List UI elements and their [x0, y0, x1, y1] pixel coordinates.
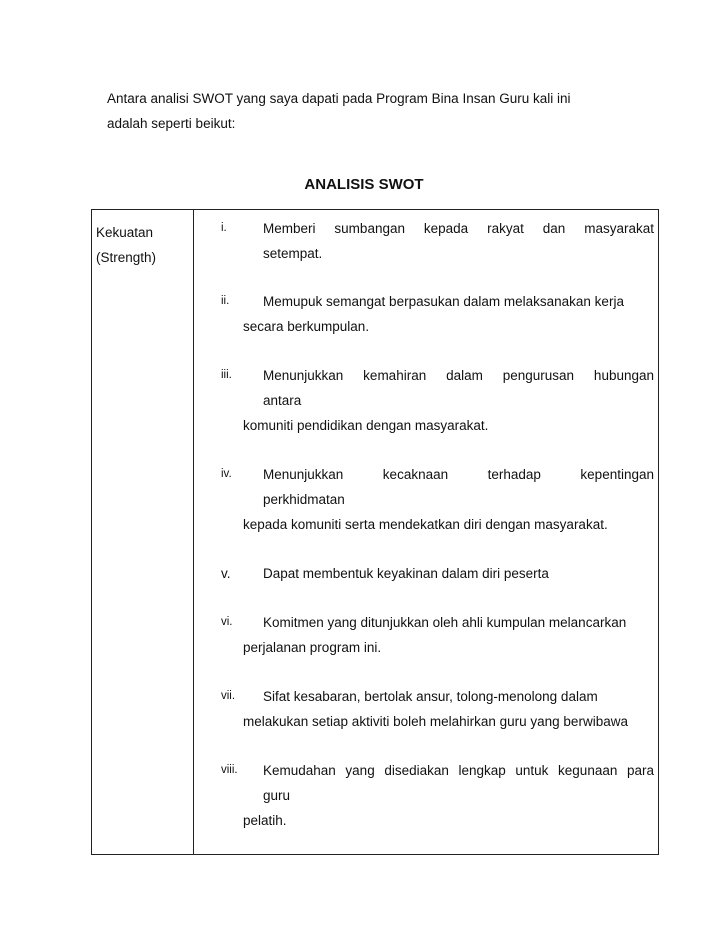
intro-line-1: Antara analisi SWOT yang saya dapati pada Program Bina Insan Guru kali ini — [107, 91, 571, 106]
item-text-line-1: Komitmen yang ditunjukkan oleh ahli kumpulan melancarkan — [263, 615, 627, 630]
item-number: i. — [221, 222, 227, 234]
title-text: ANALISIS SWOT — [304, 176, 424, 193]
item-number: vi. — [221, 616, 233, 628]
item-text-line-1: Memupuk semangat berpasukan dalam melaksanakan kerja — [263, 294, 624, 309]
item-number: vii. — [221, 690, 236, 702]
item-text-line-1: Memberi sumbangan kepada rakyat dan masyarakat — [263, 221, 654, 236]
swot-table — [91, 209, 659, 855]
item-number: viii. — [221, 764, 238, 776]
item-text-line-1: Menunjukkan kecaknaan terhadap kepentingan — [263, 467, 654, 482]
item-number: iii. — [221, 369, 232, 381]
item-text-line-2: setempat. — [263, 246, 323, 261]
item-text-continuation: pelatih. — [243, 813, 287, 828]
item-text-line-1: Kemudahan yang disediakan lengkap untuk kegunaan para — [263, 763, 654, 778]
section-title — [0, 176, 728, 193]
category-cell — [96, 220, 156, 270]
intro-paragraph — [107, 86, 667, 136]
column-divider — [193, 210, 194, 854]
item-text-continuation: melakukan setiap aktiviti boleh melahirkan guru yang berwibawa — [243, 714, 628, 729]
item-text-line-1: Sifat kesabaran, bertolak ansur, tolong-menolong dalam — [263, 689, 598, 704]
item-text-line-2: antara — [263, 393, 302, 408]
intro-line-2: adalah seperti beikut: — [107, 116, 236, 131]
item-text-line-2: perkhidmatan — [263, 492, 345, 507]
item-text-continuation: secara berkumpulan. — [243, 319, 370, 334]
item-text-line-1: Dapat membentuk keyakinan dalam diri peserta — [263, 566, 549, 581]
category-english: (Strength) — [96, 250, 157, 265]
item-text-line-1: Menunjukkan kemahiran dalam pengurusan hubungan — [263, 368, 654, 383]
category-name: Kekuatan — [96, 225, 154, 240]
item-number: iv. — [221, 468, 232, 480]
item-number: ii. — [221, 295, 230, 307]
item-number: v. — [221, 566, 231, 581]
item-text-continuation: kepada komuniti serta mendekatkan diri dengan masyarakat. — [243, 517, 608, 532]
item-text-line-2: guru — [263, 788, 291, 803]
item-text-continuation: perjalanan program ini. — [243, 640, 382, 655]
item-text-continuation: komuniti pendidikan dengan masyarakat. — [243, 418, 489, 433]
